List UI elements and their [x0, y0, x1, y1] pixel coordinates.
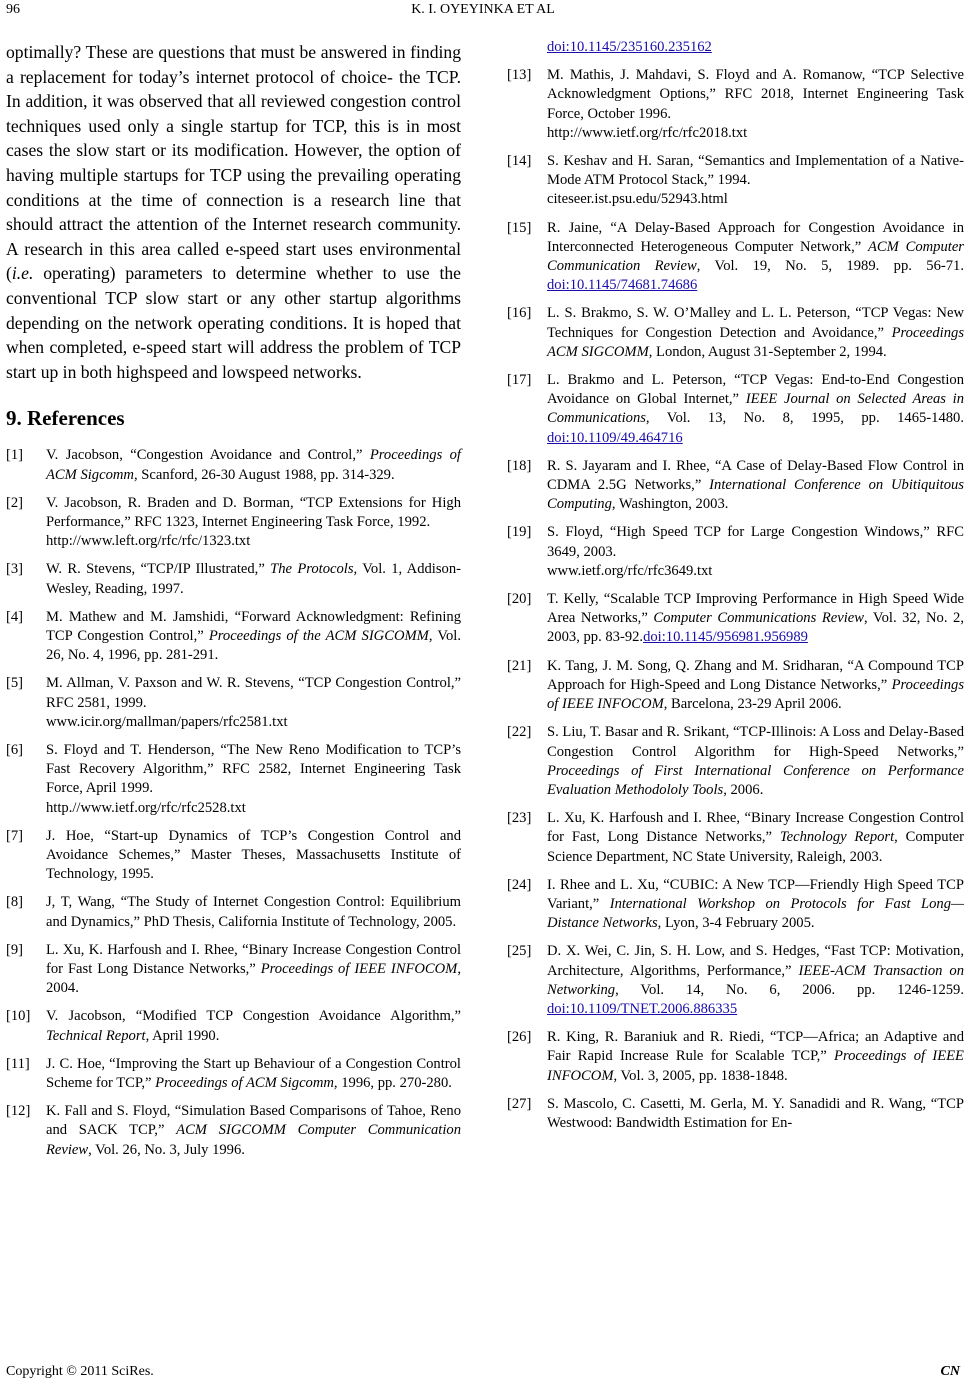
reference-body [547, 1028, 964, 1086]
reference-number: [24] [507, 876, 532, 893]
reference-item [507, 371, 964, 448]
reference-body [46, 1055, 461, 1093]
reference-plain: L. Xu, K. Harfoush and I. Rhee, “Binary Increase Congestion Control for Fast Long Distance Networks,” [46, 941, 461, 977]
reference-plain: , Vol. 3, 2005, pp. 1838-1848. [613, 1067, 788, 1084]
reference-item [6, 1102, 461, 1160]
reference-item [507, 523, 964, 581]
reference-item [507, 304, 964, 362]
reference-item [507, 723, 964, 800]
reference-body [46, 827, 461, 885]
reference-number: [23] [507, 810, 532, 827]
left-column [6, 38, 461, 1169]
reference-text [46, 741, 461, 818]
reference-item [507, 1095, 964, 1133]
reference-italic: Proceedings ACM SIGCOMM [547, 324, 964, 360]
conclusion-paragraph: optimally? These are questions that must be answered in finding a replacement for today’s internet protocol of choice- the TCP. In addition, it was observed that all reviewed congestion control techniques used only a single startup for TCP, this is in most cases the slow start or its modification. However, the option of having multiple startups for TCP using the prevailing operating conditions at the time of connection is a research line that should attract the attention of the Internet research community. A research in this area called e-speed start uses environmental (i.e. operating) parameters to determine whether to use the conventional TCP slow start or any other startup algorithms depending on the network operating conditions. It is hoped that when completed, e-speed start will address the problem of TCP start up in both highspeed and lowspeed networks. [6, 42, 461, 382]
reference-text [547, 809, 964, 867]
reference-url[interactable]: www.ietf.org/rfc/rfc3649.txt [547, 562, 713, 579]
reference-url[interactable]: http.//www.ietf.org/rfc/rfc2528.txt [46, 799, 246, 816]
doi-link[interactable]: doi:10.1145/235160.235162 [547, 39, 712, 55]
reference-item [6, 827, 461, 885]
reference-item [6, 893, 461, 931]
reference-number: [8] [6, 894, 24, 911]
reference-text [547, 371, 964, 448]
reference-number: [11] [6, 1055, 30, 1072]
reference-item [507, 876, 964, 934]
reference-italic: Proceedings of ACM Sigcomm [155, 1075, 334, 1091]
reference-text [46, 941, 461, 999]
reference-item [507, 457, 964, 515]
doi-link[interactable]: doi:10.1145/74681.74686 [547, 277, 698, 294]
reference-number: [7] [6, 827, 24, 844]
reference-text [547, 304, 964, 362]
doi-link[interactable]: doi:10.1145/956981.956989 [643, 629, 808, 646]
reference-plain: S. Mascolo, C. Casetti, M. Gerla, M. Y. Sanadidi and R. Wang, “TCP Westwood: Bandwidth Estimation for En- [547, 1095, 964, 1131]
reference-continuation[interactable] [507, 38, 964, 57]
reference-plain: S. Floyd and T. Henderson, “The New Reno Modification to TCP’s Fast Recovery Algorithm,” RFC 2582, Internet Engineering Task Force, April 1999. [46, 741, 461, 797]
reference-number: [17] [507, 372, 532, 389]
reference-text [46, 893, 461, 931]
reference-italic: IEEE Journal on Selected Areas in Communications [547, 391, 965, 427]
reference-plain: J, T, Wang, “The Study of Internet Congestion Control: Equilibrium and Dynamics,” PhD Thesis, California Institute of Technology, 2005. [46, 894, 461, 930]
reference-plain: V. Jacobson, “Congestion Avoidance and Control,” [46, 447, 370, 464]
reference-item [6, 608, 461, 666]
reference-number: [12] [6, 1103, 31, 1120]
reference-list-left [6, 446, 461, 1160]
reference-text [547, 657, 964, 715]
page-header [0, 0, 966, 24]
reference-item [6, 674, 461, 732]
reference-italic: Computer Communications Review [653, 610, 864, 627]
reference-item [507, 219, 964, 296]
reference-body [547, 152, 964, 190]
reference-plain: , Vol. 19, No. 5, 1989. pp. 56-71. [696, 258, 964, 275]
reference-plain: R. King, R. Baraniuk and R. Riedi, “TCP—Africa; an Adaptive and Fair Rapid Increase Rule for Scalable TCP,” [547, 1029, 964, 1065]
reference-plain: L. Xu, K. Harfoush and I. Rhee, “Binary Increase Congestion Control for Fast, Long Distance Networks,” [547, 810, 964, 846]
reference-plain: , Vol. 13, No. 8, 1995, pp. 1465-1480. [645, 410, 964, 427]
reference-plain: K. Tang, J. M. Song, Q. Zhang and M. Sridharan, “A Compound TCP Approach for High-Speed and Long Distance Networks,” [547, 657, 964, 693]
reference-item [507, 657, 964, 715]
reference-plain: , Scanford, 26-30 August 1988, pp. 314-329. [133, 466, 395, 483]
doi-link[interactable]: doi:10.1109/49.464716 [547, 429, 683, 446]
reference-body [46, 941, 461, 999]
reference-plain: V. Jacobson, R. Braden and D. Borman, “TCP Extensions for High Performance,” RFC 1323, Internet Engineering Task Force, 1992. [46, 494, 461, 530]
reference-italic: The Protocols [270, 561, 354, 578]
reference-number: [3] [6, 561, 24, 578]
reference-item [507, 942, 964, 1019]
reference-plain: K. Fall and S. Floyd, “Simulation Based Comparisons of Tahoe, Reno and SACK TCP,” [46, 1103, 461, 1139]
reference-item [507, 1028, 964, 1086]
reference-body [547, 219, 964, 296]
reference-item [507, 809, 964, 867]
reference-body [547, 942, 964, 1019]
reference-italic: Proceedings of IEEE INFOCOM [260, 960, 458, 977]
reference-plain: , 2004. [46, 960, 461, 997]
reference-list-right [507, 66, 964, 1133]
reference-plain: W. R. Stevens, “TCP/IP Illustrated,” [46, 561, 271, 578]
reference-plain: , 1996, pp. 270-280. [333, 1075, 452, 1091]
reference-text [547, 723, 964, 800]
reference-italic: Proceedings of First International Conference on Performance Evaluation Methodololy Tools [547, 762, 964, 798]
reference-body [46, 893, 461, 931]
reference-plain: S. Liu, T. Basar and R. Srikant, “TCP-Illinois: A Loss and Delay-Based Congestion Control Algorithm for High-Speed Networks,” [547, 724, 964, 760]
reference-number: [22] [507, 724, 532, 741]
reference-italic: Proceedings of the ACM SIGCOMM [208, 627, 429, 644]
reference-body [547, 809, 964, 867]
reference-item [507, 590, 964, 648]
reference-number: [1] [6, 447, 24, 464]
reference-item [6, 446, 461, 484]
reference-italic: International Conference on Ubitiquitous Computing [547, 477, 964, 513]
reference-number: [10] [6, 1008, 31, 1025]
reference-text [46, 1007, 461, 1045]
reference-number: [4] [6, 608, 24, 625]
reference-plain: M. Allman, V. Paxson and W. R. Stevens, “TCP Congestion Control,” RFC 2581, 1999. [46, 675, 461, 711]
reference-text [46, 1102, 461, 1160]
reference-plain: , Vol. 1, Addison-Wesley, Reading, 1997. [46, 561, 461, 597]
reference-number: [20] [507, 591, 532, 608]
reference-plain: , Lyon, 3-4 February 2005. [657, 915, 815, 932]
reference-item [507, 152, 964, 210]
reference-body [46, 741, 461, 799]
reference-body [547, 457, 964, 515]
doi-link[interactable]: doi:10.1109/TNET.2006.886335 [547, 1000, 738, 1017]
reference-text [547, 219, 964, 296]
reference-number: [6] [6, 741, 24, 758]
reference-text [547, 876, 964, 934]
reference-italic: Proceedings of IEEE INFOCOM [547, 1048, 964, 1084]
reference-plain: , Vol. 26, No. 3, July 1996. [88, 1141, 245, 1158]
reference-text [547, 1028, 964, 1086]
reference-number: [27] [507, 1095, 532, 1112]
reference-italic: ACM SIGCOMM Computer Communication Review [46, 1122, 461, 1158]
reference-number: [21] [507, 657, 532, 674]
reference-body [547, 66, 964, 124]
reference-plain: , Computer Science Department, NC State University, Raleigh, 2003. [547, 829, 964, 865]
running-head-authors: K. I. OYEYINKA ET AL [411, 2, 555, 17]
reference-plain: S. Floyd, “High Speed TCP for Large Congestion Windows,” RFC 3649, 2003. [547, 524, 964, 560]
copyright: Copyright © 2011 SciRes. [6, 1364, 154, 1379]
reference-plain: J. Hoe, “Start-up Dynamics of TCP’s Congestion Control and Avoidance Schemes,” Master Theses, Massachusetts Institute of Technology, 1995. [46, 827, 461, 883]
reference-italic: Proceedings of IEEE INFOCOM [547, 676, 964, 713]
reference-plain: T. Kelly, “Scalable TCP Improving Performance in High Speed Wide Area Networks,” [547, 591, 964, 627]
reference-body [547, 723, 964, 800]
reference-plain: J. C. Hoe, “Improving the Start up Behaviour of a Congestion Control Scheme for TCP,” [46, 1055, 461, 1091]
reference-plain: S. Keshav and H. Saran, “Semantics and Implementation of a Native-Mode ATM Protocol Stack,” 1994. [547, 153, 964, 189]
reference-text [46, 494, 461, 552]
reference-body [46, 674, 461, 712]
reference-plain: R. S. Jayaram and I. Rhee, “A Case of Delay-Based Flow Control in CDMA 2.5G Networks,” [547, 457, 964, 494]
reference-text [46, 560, 461, 598]
reference-text [547, 942, 964, 1019]
reference-number: [19] [507, 524, 532, 541]
reference-url[interactable]: http://www.ietf.org/rfc/rfc2018.txt [547, 124, 748, 141]
reference-plain: , Vol. 32, No. 2, 2003, pp. 83-92. [547, 610, 964, 646]
reference-italic: Technology Report [779, 829, 895, 846]
reference-item [6, 941, 461, 999]
reference-text [46, 1055, 461, 1093]
reference-number: [25] [507, 943, 532, 960]
reference-text [46, 674, 461, 732]
reference-italic: International Workshop on Protocols for Fast Long—Distance Networks [547, 895, 964, 932]
reference-body [46, 494, 461, 532]
reference-italic: Proceedings of ACM Sigcomm [46, 447, 461, 483]
reference-item [6, 1007, 461, 1045]
reference-plain: L. S. Brakmo, S. W. O’Malley and L. L. Peterson, “TCP Vegas: New Techniques for Congestion Detection and Avoidance,” [547, 305, 964, 341]
reference-body [547, 371, 964, 448]
reference-number: [15] [507, 219, 532, 236]
reference-text [547, 590, 964, 648]
reference-plain: D. X. Wei, C. Jin, S. H. Low, and S. Hedges, “Fast TCP: Motivation, Architecture, Algorithms, Performance,” [547, 943, 964, 979]
reference-body [547, 590, 964, 648]
reference-body [547, 523, 964, 561]
reference-body [46, 560, 461, 598]
reference-number: [9] [6, 941, 24, 958]
reference-number: [2] [6, 494, 24, 511]
reference-url[interactable]: www.icir.org/mallman/papers/rfc2581.txt [46, 713, 288, 730]
reference-number: [5] [6, 675, 24, 692]
reference-url[interactable]: citeseer.ist.psu.edu/52943.html [547, 191, 728, 208]
reference-italic: IEEE-ACM Transaction on Networking [547, 962, 964, 998]
reference-text [547, 152, 964, 210]
page-number: 96 [6, 2, 20, 17]
reference-text [547, 457, 964, 515]
reference-body [547, 876, 964, 934]
reference-italic: Technical Report [46, 1027, 146, 1044]
reference-plain: , Vol. 14, No. 6, 2006. pp. 1246-1259. [615, 981, 964, 998]
reference-text [46, 446, 461, 484]
reference-body [547, 1095, 964, 1133]
reference-text [547, 66, 964, 143]
reference-plain: , 2006. [723, 781, 764, 798]
reference-text [547, 1095, 964, 1133]
reference-text [547, 523, 964, 581]
reference-number: [26] [507, 1029, 532, 1046]
reference-plain: M. Mathew and M. Jamshidi, “Forward Acknowledgment: Refining TCP Congestion Control,” [46, 608, 461, 644]
reference-body [46, 1102, 461, 1160]
reference-body [46, 446, 461, 484]
reference-plain: , Washington, 2003. [611, 496, 729, 513]
reference-plain: V. Jacobson, “Modified TCP Congestion Avoidance Algorithm,” [46, 1008, 461, 1025]
reference-plain: , Vol. 26, No. 4, 1996, pp. 281-291. [46, 627, 461, 664]
reference-url[interactable]: http://www.left.org/rfc/rfc/1323.txt [46, 533, 251, 550]
reference-item [6, 1055, 461, 1093]
reference-text [46, 608, 461, 666]
reference-body [547, 657, 964, 715]
reference-item [6, 741, 461, 818]
reference-plain: , April 1990. [145, 1027, 220, 1044]
reference-number: [16] [507, 305, 532, 322]
journal-abbrev: CN [940, 1364, 960, 1379]
reference-body [46, 1007, 461, 1045]
reference-body [547, 304, 964, 362]
reference-text [46, 827, 461, 885]
reference-plain: , London, August 31-September 2, 1994. [648, 343, 887, 360]
reference-plain: M. Mathis, J. Mahdavi, S. Floyd and A. Romanow, “TCP Selective Acknowledgment Options,” RFC 2018, Internet Engineering Task Force, October 1996. [547, 67, 964, 122]
reference-number: [13] [507, 67, 532, 84]
section-title: 9. References [6, 406, 125, 431]
reference-plain: R. Jaine, “A Delay-Based Approach for Congestion Avoidance in Interconnected Heterogeneous Computer Network,” [547, 219, 964, 255]
reference-plain: L. Brakmo and L. Peterson, “TCP Vegas: End-to-End Congestion Avoidance on Global Internet,” [547, 372, 964, 408]
reference-item [6, 494, 461, 552]
reference-number: [14] [507, 153, 532, 170]
reference-item [507, 66, 964, 143]
right-column [507, 38, 964, 1142]
reference-number: [18] [507, 457, 532, 474]
reference-item [6, 560, 461, 598]
reference-plain: , Barcelona, 23-29 April 2006. [663, 696, 842, 713]
reference-plain: I. Rhee and L. Xu, “CUBIC: A New TCP—Friendly High Speed TCP Variant,” [547, 876, 964, 912]
reference-italic: ACM Computer Communication Review [547, 238, 964, 275]
reference-body [46, 608, 461, 666]
